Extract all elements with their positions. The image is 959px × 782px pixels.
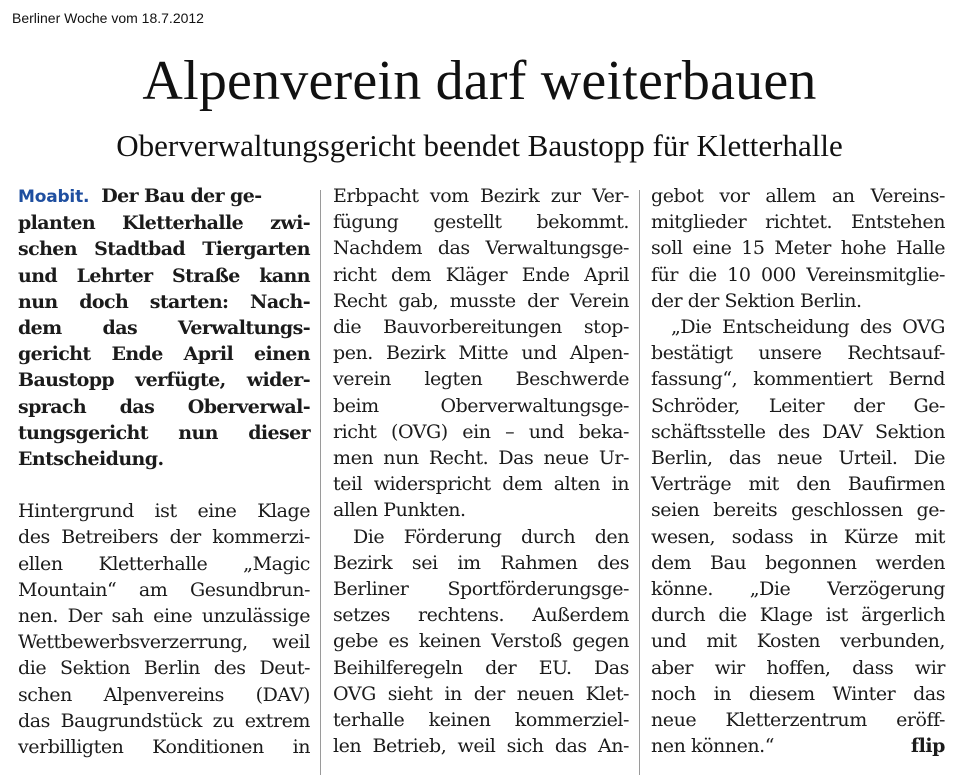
text-line: terhalle keinen kommerziel- xyxy=(333,709,629,732)
text-line: verein legten Beschwerde xyxy=(333,368,629,391)
text-line: noch in diesem Winter das xyxy=(651,682,945,705)
lead-line: Baustopp verfügte, wider- xyxy=(18,369,310,392)
text-line: Mountain“ am Gesundbrun- xyxy=(18,578,310,601)
text-line: Hintergrund ist eine Klage xyxy=(18,500,310,523)
text-line: „Die Entscheidung des OVG xyxy=(671,316,945,339)
lead-text xyxy=(18,183,310,472)
text-line: wesen, sodass in Kürze mit xyxy=(651,525,945,548)
text-line: teil widerspricht dem alten in xyxy=(333,473,629,496)
text-line: richt (OVG) ein – und beka- xyxy=(333,420,629,443)
text-line: für die 10 000 Vereinsmitglie- xyxy=(651,263,945,286)
body-paragraph-2 xyxy=(333,524,629,760)
text-line: gebot vor allem an Vereins- xyxy=(651,185,945,207)
text-line: durch die Klage ist ärgerlich xyxy=(651,604,945,627)
body-paragraph-2-continued xyxy=(651,183,945,314)
lead-line: gericht Ende April einen xyxy=(18,343,310,366)
body-paragraph-3 xyxy=(651,314,945,759)
text-line: Recht gab, musste der Verein xyxy=(333,289,629,312)
text-line: OVG sieht in der neuen Klet- xyxy=(333,682,629,705)
text-line: der der Sektion Berlin. xyxy=(651,289,862,312)
article-column-1 xyxy=(18,183,310,760)
lead-line: und Lehrter Straße kann xyxy=(18,264,310,287)
text-line: men nun Recht. Das neue Ur- xyxy=(333,447,629,470)
headline: Alpenverein darf weiterbauen xyxy=(142,50,817,112)
text-line: Bezirk sei im Rahmen des xyxy=(333,551,629,574)
text-line: dem Bau begonnen werden xyxy=(651,551,945,574)
text-line: Nachdem das Verwaltungsge- xyxy=(333,237,629,260)
text-line: allen Punkten. xyxy=(333,499,466,522)
text-line: fassung“, kommentiert Bernd xyxy=(651,368,945,391)
text-line: Beihilferegeln der EU. Das xyxy=(333,656,629,679)
text-line: soll eine 15 Meter hohe Halle xyxy=(651,237,945,260)
lead-paragraph xyxy=(18,183,310,472)
text-line: bestätigt unsere Rechtsauf- xyxy=(651,342,945,365)
text-line: verbilligten Konditionen in xyxy=(18,736,310,759)
text-line: neue Kletterzentrum eröff- xyxy=(651,709,945,732)
text-line: die Bauvorbereitungen stop- xyxy=(333,316,629,339)
column-rule-2 xyxy=(639,190,640,775)
text-line: die Sektion Berlin des Deut- xyxy=(18,657,310,680)
place-label: Moabit. xyxy=(18,187,90,207)
text-line: und mit Kosten verbunden, xyxy=(651,630,945,653)
author-signature: flip xyxy=(910,735,945,758)
lead-line: Entscheidung. xyxy=(18,448,164,471)
text-line: Wettbewerbsverzerrung, weil xyxy=(18,631,310,654)
text-line: Erbpacht vom Bezirk zur Ver- xyxy=(333,185,629,207)
text-line: len Betrieb, weil sich das An- xyxy=(333,735,629,758)
text-line: richt dem Kläger Ende April xyxy=(333,263,629,286)
lead-line: Der Bau der ge- xyxy=(101,185,262,207)
text-line: Schröder, Leiter der Ge- xyxy=(651,394,945,417)
text-line: mitglieder richtet. Entstehen xyxy=(651,211,945,234)
text-line: gebe es keinen Verstoß gegen xyxy=(333,630,629,653)
column-rule-1 xyxy=(320,190,321,775)
text-line: schen Alpenvereins (DAV) xyxy=(18,683,310,706)
text-line: Berliner Sportförderungsge- xyxy=(333,578,629,601)
article-column-2 xyxy=(333,183,629,759)
lead-line: schen Stadtbad Tiergarten xyxy=(18,238,310,261)
text-line: fügung gestellt bekommt. xyxy=(333,211,629,234)
article-column-3 xyxy=(651,183,945,760)
source-line: Berliner Woche vom 18.7.2012 xyxy=(12,10,204,26)
text-line: seien bereits geschlossen ge- xyxy=(651,499,945,522)
lead-line: sprach das Oberverwal- xyxy=(18,395,310,418)
lead-line: dem das Verwaltungs- xyxy=(18,317,310,340)
text-line: das Baugrundstück zu extrem xyxy=(18,709,310,732)
text-line: nen. Der sah eine unzulässige xyxy=(18,605,310,628)
body-paragraph-1 xyxy=(18,498,310,760)
text-line: könne. „Die Verzögerung xyxy=(651,578,945,601)
text-line: schäftsstelle des DAV Sektion xyxy=(651,420,945,443)
text-line: ellen Kletterhalle „Magic xyxy=(18,552,310,575)
text-line: Verträge mit den Baufirmen xyxy=(651,473,945,496)
text-line: aber wir hoffen, dass wir xyxy=(651,656,945,679)
subheadline: Oberverwaltungsgericht beendet Baustopp für Kletterhalle xyxy=(116,128,843,163)
lead-line: tungsgericht nun dieser xyxy=(18,421,310,444)
text-line: Berlin, das neue Urteil. Die xyxy=(651,447,945,470)
text-line: des Betreibers der kommerzi- xyxy=(18,526,310,549)
text-line: pen. Bezirk Mitte und Alpen- xyxy=(333,342,629,365)
text-line: beim Oberverwaltungsge- xyxy=(333,394,629,417)
text-line: setzes rechtens. Außerdem xyxy=(333,604,629,627)
body-paragraph-1-continued xyxy=(333,183,629,524)
text-line: Die Förderung durch den xyxy=(353,525,629,548)
lead-line: planten Kletterhalle zwi- xyxy=(18,212,310,235)
text-line: nen können.“ xyxy=(651,735,775,758)
lead-line: nun doch starten: Nach- xyxy=(18,290,310,313)
